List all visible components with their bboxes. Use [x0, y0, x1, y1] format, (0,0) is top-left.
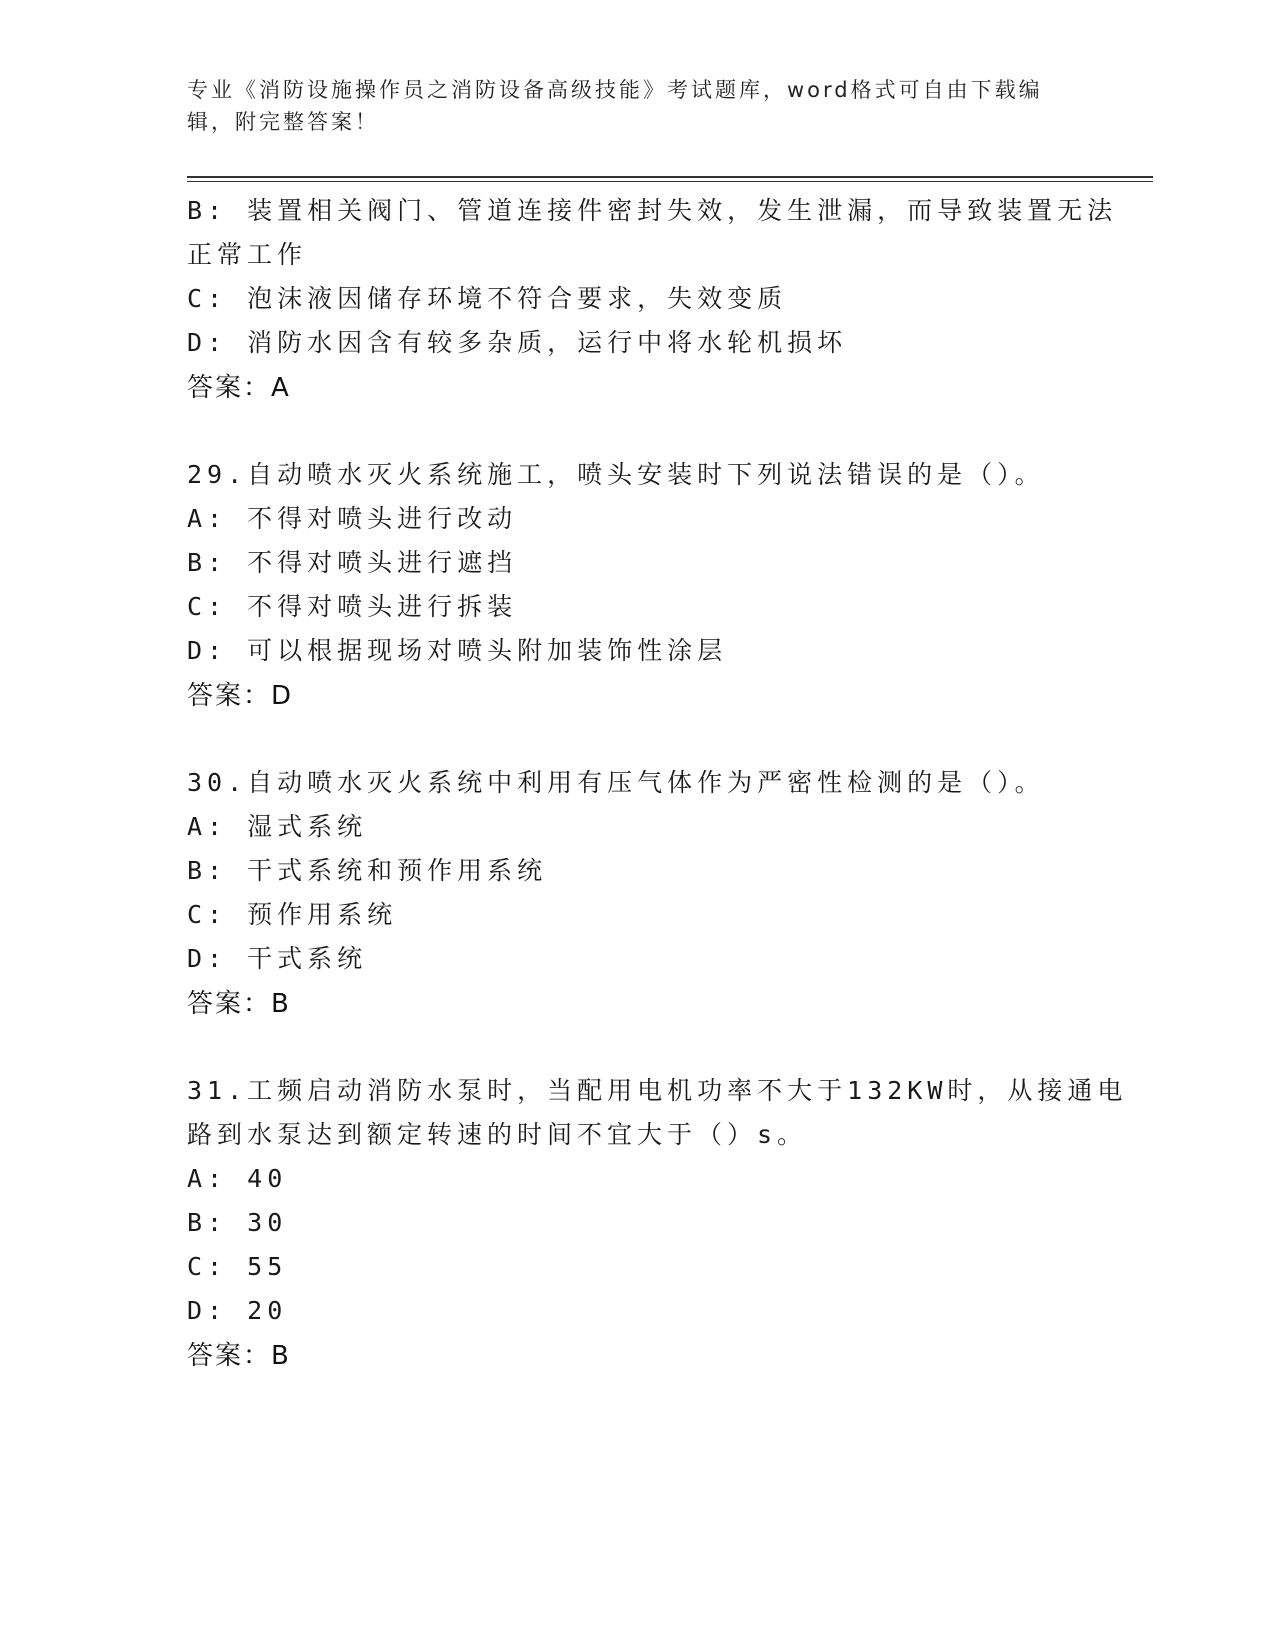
q30-stem: 30.自动喷水灭火系统中利用有压气体作为严密性检测的是（）。 [187, 768, 1045, 797]
q31-option-d: D: 20 [187, 1296, 288, 1325]
header-divider-thin [187, 181, 1153, 182]
q31-answer: 答案：B [187, 1341, 291, 1371]
q29-stem: 29.自动喷水灭火系统施工，喷头安装时下列说法错误的是（）。 [187, 460, 1045, 489]
q29-option-b: B: 不得对喷头进行遮挡 [187, 548, 518, 577]
header-line-2: 辑，附完整答案！ [187, 110, 379, 134]
q28-option-b-line-1: B: 装置相关阀门、管道连接件密封失效，发生泄漏，而导致装置无法 [187, 196, 1118, 225]
q30-option-b: B: 干式系统和预作用系统 [187, 856, 548, 885]
header-divider-thick [187, 176, 1153, 178]
q29-option-a: A: 不得对喷头进行改动 [187, 504, 518, 533]
q30-option-c: C: 预作用系统 [187, 900, 398, 929]
q30-option-d: D: 干式系统 [187, 944, 368, 973]
q31-stem-line-2: 路到水泵达到额定转速的时间不宜大于（）s。 [187, 1120, 808, 1149]
q29-option-d: D: 可以根据现场对喷头附加装饰性涂层 [187, 636, 728, 665]
q30-option-a: A: 湿式系统 [187, 812, 368, 841]
q30-answer: 答案：B [187, 989, 291, 1019]
q31-stem-line-1: 31.工频启动消防水泵时，当配用电机功率不大于132KW时，从接通电 [187, 1076, 1128, 1105]
q31-option-c: C: 55 [187, 1252, 288, 1281]
document-header [187, 74, 1087, 138]
q31-option-a: A: 40 [187, 1164, 288, 1193]
header-line-1: 专业《消防设施操作员之消防设备高级技能》考试题库，word格式可自由下载编 [187, 78, 1043, 102]
q28-option-c: C: 泡沫液因储存环境不符合要求，失效变质 [187, 284, 788, 313]
q28-option-d: D: 消防水因含有较多杂质，运行中将水轮机损坏 [187, 328, 848, 357]
q28-answer: 答案：A [187, 373, 291, 403]
q28-option-b-line-2: 正常工作 [187, 240, 308, 269]
q29-option-c: C: 不得对喷头进行拆装 [187, 592, 518, 621]
q31-option-b: B: 30 [187, 1208, 288, 1237]
q29-answer: 答案：D [187, 681, 294, 711]
